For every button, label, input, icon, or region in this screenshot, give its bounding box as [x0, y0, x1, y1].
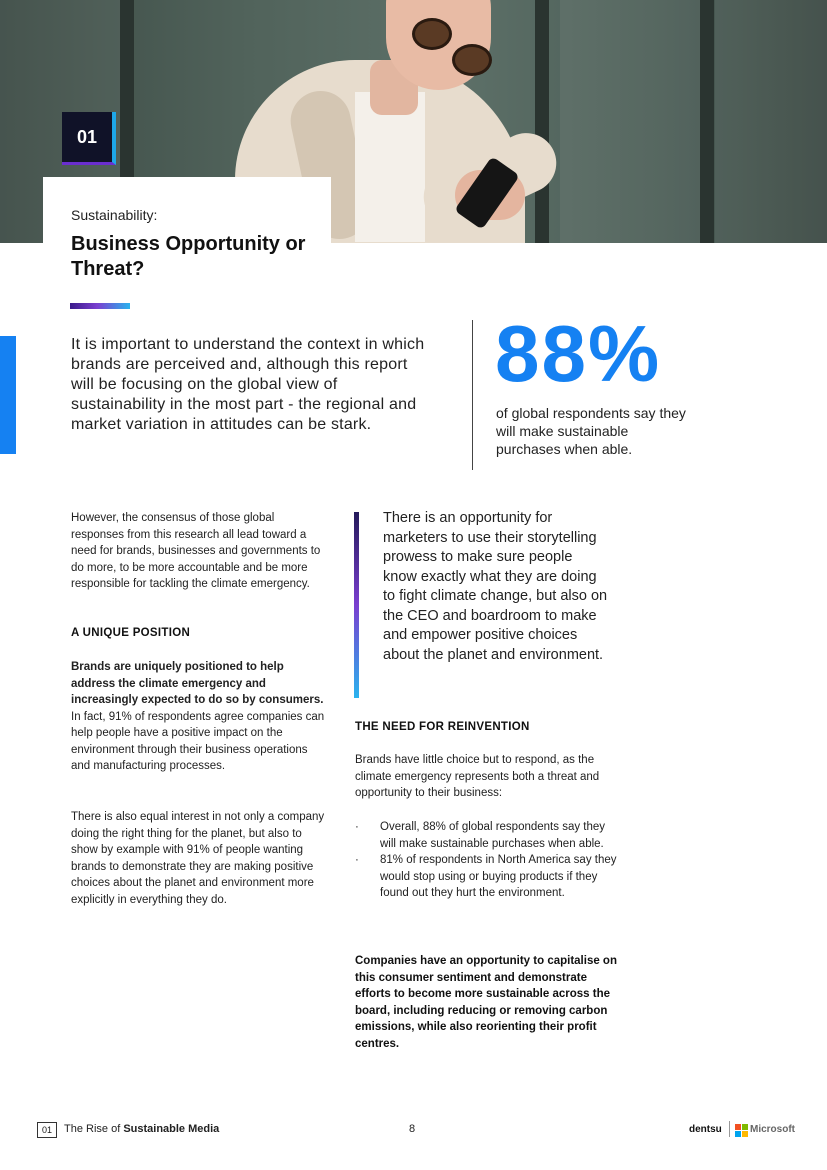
stat-value: 88% [495, 309, 662, 398]
list-item-text: 81% of respondents in North America say they would stop using or buying products if they found out they hurt the environment. [380, 854, 617, 899]
footer-report-title [64, 1123, 219, 1135]
paragraph-text: Brands have little choice but to respond, as the climate emergency represents both a threat and opportunity to their business: [355, 754, 600, 799]
side-accent-bar [0, 336, 16, 454]
stat-divider [472, 320, 473, 470]
logo-divider [729, 1121, 730, 1137]
body-paragraph [71, 659, 326, 775]
dentsu-logo: dentsu [689, 1124, 722, 1135]
microsoft-logo-text: Microsoft [750, 1124, 795, 1135]
footer-title-prefix: The Rise of [64, 1123, 124, 1135]
bullet-marker: · [355, 821, 359, 833]
body-paragraph [71, 510, 326, 593]
list-item [355, 852, 620, 902]
section-badge: 01 [62, 112, 116, 165]
heading-need-for-reinvention: THE NEED FOR REINVENTION [355, 721, 530, 733]
list-item-text: Overall, 88% of global respondents say they will make sustainable purchases when able. [380, 821, 606, 850]
list-item [355, 819, 620, 852]
body-paragraph [71, 809, 329, 908]
pull-quote: There is an opportunity for marketers to use their storytelling prowess to make sure people know exactly what they are doing to fight climate change, but also on the CEO and boardroom to make and empower positive choices about the planet and environment. [383, 510, 608, 663]
footer-section-number: 01 [37, 1122, 57, 1138]
microsoft-logo-icon [735, 1124, 747, 1136]
stat-caption: of global respondents say they will make sustainable purchases when able. [496, 405, 686, 457]
accent-gradient-line [70, 303, 130, 309]
page-number: 8 [409, 1123, 416, 1135]
paragraph-text: There is also equal interest in not only a company doing the right thing for the planet, but also to show by example with 91% of people wanting brands to demonstrate they are making positive choices about the planet and environment more explicitly in everything they do. [71, 811, 325, 906]
section-kicker: Sustainability: [71, 207, 158, 223]
bullet-list [355, 819, 620, 902]
heading-unique-position: A UNIQUE POSITION [71, 627, 191, 639]
footer-title-bold: Sustainable Media [123, 1123, 220, 1135]
lead-paragraph: It is important to understand the context in which brands are perceived and, although this report will be focusing on the global view of sustainability in the most part - the regional and market variation in attitudes can be stark. [71, 336, 425, 433]
paragraph-rest: In fact, 91% of respondents agree companies can help people have a positive impact on the environment through their business operations and manufacturing processes. [71, 710, 325, 772]
paragraph-text [71, 659, 326, 775]
body-paragraph-bold [355, 953, 620, 1052]
paragraph-text: Companies have an opportunity to capitalise on this consumer sentiment and demonstrate efforts to become more sustainable across the board, including reducing or removing carbon emissions, while also reorienting their profit centres. [355, 955, 617, 1050]
bold-lead-in: Brands are uniquely positioned to help address the climate emergency and increasingly expected to do so by consumers. [71, 661, 324, 706]
bullet-marker: · [355, 854, 359, 866]
body-paragraph [355, 752, 620, 802]
section-heading [71, 625, 190, 642]
section-heading [355, 719, 530, 736]
page-title: Business Opportunity or Threat? [71, 233, 306, 280]
paragraph-text: However, the consensus of those global responses from this research all lead toward a need for brands, businesses and governments to do more, to be more accountable and be more responsible for tackling the climate emergency. [71, 512, 321, 590]
quote-gradient-bar [354, 512, 359, 698]
